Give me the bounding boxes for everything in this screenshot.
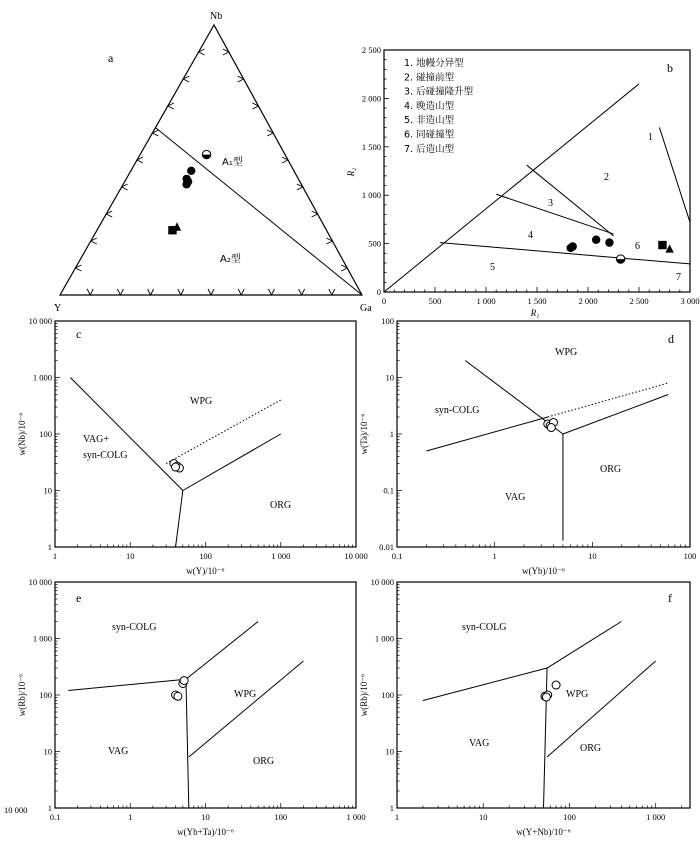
boundary-line xyxy=(155,128,362,295)
legend-entry: 1. 地幔分异型 xyxy=(404,58,464,69)
data-point xyxy=(174,692,182,700)
y-axis-label: w(Rb)/10⁻⁶ xyxy=(17,673,27,717)
x-tick-label: 1 xyxy=(394,812,400,822)
x-tick-label: 500 xyxy=(428,296,442,306)
x-tick-label: 10 000 xyxy=(344,551,368,561)
y-tick-label: 1 000 xyxy=(32,633,52,644)
x-tick-label: 100 xyxy=(563,812,576,822)
y-tick-label: 100 xyxy=(39,429,52,439)
bottom-edge-tick xyxy=(329,289,335,295)
vertex-label-y: Y xyxy=(54,303,62,314)
field-boundary-line xyxy=(423,668,547,700)
y-tick-label: 1 xyxy=(389,429,394,439)
panel-label-f: f xyxy=(668,591,672,605)
legend-entry: 4. 晚造山型 xyxy=(404,100,455,112)
x-tick-label: 1 xyxy=(128,812,133,822)
y-tick-label: 1 000 xyxy=(361,190,381,201)
plot-frame xyxy=(55,582,356,808)
field-label: ORG xyxy=(580,743,602,754)
x-tick-label: 1 000 xyxy=(646,812,666,822)
y-tick-label: 1 xyxy=(389,803,394,813)
field-boundary-line xyxy=(496,194,613,234)
field-label-a1: A₁型 xyxy=(222,157,243,168)
data-point xyxy=(547,424,555,432)
field-label: 3 xyxy=(548,198,553,209)
field-boundary-line xyxy=(183,434,281,491)
field-boundary-line xyxy=(547,621,621,668)
y-tick-label: 1 000 xyxy=(374,633,394,644)
y-tick-label: 10 xyxy=(385,372,394,383)
data-point xyxy=(569,242,577,250)
x-tick-label: 0 xyxy=(381,296,387,306)
panel-label-a: a xyxy=(108,51,114,65)
x-tick-label: 2 500 xyxy=(629,296,649,306)
y-tick-label: 100 xyxy=(381,690,394,700)
stray-tick-label: 10 000 xyxy=(4,805,28,815)
field-label: WPG xyxy=(234,689,257,700)
bottom-edge-tick xyxy=(208,289,214,295)
field-label: syn-COLG xyxy=(112,622,157,633)
field-boundary-line xyxy=(186,621,258,679)
y-tick-label: 10 000 xyxy=(370,577,394,587)
data-point xyxy=(616,255,624,263)
y-axis-label: w(Rb)/10⁻⁶ xyxy=(359,673,369,717)
field-boundary-line xyxy=(544,668,548,808)
panel-b xyxy=(346,45,700,318)
bottom-edge-tick xyxy=(268,289,274,295)
y-tick-label: 0.1 xyxy=(383,485,394,496)
field-label-a2: A₂型 xyxy=(220,254,241,265)
x-tick-label: 1 000 xyxy=(476,296,496,306)
y-tick-label: 1 xyxy=(47,803,52,813)
x-axis-label: w(Yb)/10⁻⁶ xyxy=(522,566,565,576)
y-axis-label: w(Nb)/10⁻⁶ xyxy=(17,412,27,456)
field-label: ORG xyxy=(600,464,622,475)
panel-d xyxy=(359,316,696,576)
panel-a xyxy=(54,11,372,314)
field-boundary-line xyxy=(68,679,186,690)
vertex-label-nb: Nb xyxy=(210,11,223,22)
field-boundary-line xyxy=(659,127,690,222)
y-tick-label: 10 000 xyxy=(28,316,52,326)
field-label: VAG xyxy=(505,492,526,503)
y-tick-label: 1 500 xyxy=(361,141,381,152)
data-point xyxy=(187,167,195,175)
field-boundary-line xyxy=(186,679,189,808)
legend-entry: 2. 碰撞前型 xyxy=(404,72,455,84)
data-point xyxy=(592,236,600,244)
vertex-label-ga: Ga xyxy=(360,303,372,314)
field-boundary-line xyxy=(440,243,690,264)
field-label: VAG xyxy=(108,746,129,757)
panel-label-c: c xyxy=(76,327,82,341)
dotted-boundary-line xyxy=(548,383,669,417)
x-tick-label: 10 xyxy=(126,551,135,561)
bottom-edge-tick xyxy=(148,289,154,295)
x-tick-label: 100 xyxy=(274,812,288,822)
data-point xyxy=(182,180,190,188)
field-label: ORG xyxy=(253,756,275,767)
bottom-edge-tick xyxy=(238,289,244,295)
legend-entry: 7. 后造山型 xyxy=(404,143,455,155)
y-axis-label: w(Ta)/10⁻⁶ xyxy=(359,413,369,455)
x-tick-label: 1 xyxy=(492,551,497,561)
bottom-edge-tick xyxy=(117,289,123,295)
x-tick-label: 100 xyxy=(199,551,212,561)
x-tick-label: 10 xyxy=(478,812,488,822)
field-boundary-line xyxy=(176,491,183,548)
x-axis-label: w(Y+Nb)/10⁻⁶ xyxy=(516,827,571,837)
bottom-edge-tick xyxy=(299,289,305,295)
field-boundary-line xyxy=(527,165,614,236)
y-tick-label: 10 xyxy=(43,746,52,757)
y-tick-label: 0 xyxy=(376,287,381,297)
field-lines xyxy=(68,621,303,808)
y-tick-label: 10 000 xyxy=(28,577,52,587)
x-tick-label: 2 000 xyxy=(578,296,598,306)
dotted-boundary-line xyxy=(166,400,281,464)
panel-f xyxy=(359,577,690,837)
field-label: WPG xyxy=(566,689,589,700)
data-point xyxy=(658,241,666,249)
panel-e xyxy=(4,577,366,837)
field-label: 1 xyxy=(648,132,653,143)
field-boundary-line xyxy=(189,661,304,757)
x-tick-label: 100 xyxy=(683,551,697,561)
x-tick-label: 0.1 xyxy=(49,812,61,822)
field-label: syn-COLG xyxy=(435,405,480,416)
bottom-edge-tick xyxy=(87,289,93,295)
bottom-edge-tick xyxy=(178,289,184,295)
data-point xyxy=(605,238,613,246)
panel-c xyxy=(17,316,368,576)
field-label: syn-COLG xyxy=(462,622,507,633)
y-tick-label: 10 xyxy=(385,746,394,757)
panel-label-e: e xyxy=(76,591,82,605)
legend-entry: 6. 同碰撞型 xyxy=(404,129,455,141)
plot-frame xyxy=(397,321,690,547)
x-tick-label: 3 000 xyxy=(680,296,700,306)
field-label: VAG xyxy=(469,738,490,749)
x-tick-label: 1 000 xyxy=(271,551,291,561)
data-point xyxy=(202,150,210,158)
y-tick-label: 0.01 xyxy=(379,542,394,552)
x-tick-label: 1 500 xyxy=(527,296,547,306)
field-lines xyxy=(426,360,668,540)
field-label: 4 xyxy=(528,230,533,241)
x-tick-label: 1 xyxy=(52,551,58,561)
field-label: WPG xyxy=(190,396,213,407)
y-tick-label: 1 000 xyxy=(32,372,52,383)
y-tick-label: 100 xyxy=(381,316,394,326)
y-tick-label: 500 xyxy=(368,238,381,249)
x-axis-label: w(Yb+Ta)/10⁻⁶ xyxy=(177,827,234,837)
y-tick-label: 2 000 xyxy=(361,93,381,104)
y-tick-label: 2 500 xyxy=(361,45,381,55)
field-label: 5 xyxy=(490,262,495,273)
panel-label-d: d xyxy=(668,332,674,346)
data-point xyxy=(180,677,188,685)
legend-entry: 5. 非造山型 xyxy=(404,115,455,127)
field-boundary-line xyxy=(563,395,668,434)
data-point xyxy=(552,681,560,689)
field-label: 6 xyxy=(635,241,640,252)
ternary-frame xyxy=(60,25,362,295)
field-label: VAG+ xyxy=(83,434,110,445)
x-tick-label: 1 000 xyxy=(346,812,366,822)
y-tick-label: 100 xyxy=(39,690,52,700)
field-label: 7 xyxy=(676,272,681,283)
field-label: WPG xyxy=(555,347,578,358)
field-boundary-line xyxy=(426,417,547,451)
x-axis-label: w(Y)/10⁻⁶ xyxy=(186,566,225,576)
data-point xyxy=(172,463,180,471)
field-label: ORG xyxy=(270,500,292,511)
panel-label-b: b xyxy=(667,61,673,75)
x-tick-label: 10 xyxy=(201,812,210,822)
legend-entry: 3. 后碰撞隆升型 xyxy=(404,86,474,98)
y-tick-label: 10 xyxy=(43,485,52,496)
y-axis-label: R₂ xyxy=(346,167,356,177)
x-tick-label: 10 xyxy=(588,551,597,561)
field-label: 2 xyxy=(604,172,609,183)
field-boundary-line xyxy=(547,661,656,757)
x-axis-label: R₁ xyxy=(530,308,540,318)
field-lines xyxy=(423,621,656,808)
x-tick-label: 0.1 xyxy=(391,551,403,561)
field-label: syn-COLG xyxy=(83,450,128,461)
data-point xyxy=(542,693,550,701)
y-tick-label: 1 xyxy=(47,542,52,552)
